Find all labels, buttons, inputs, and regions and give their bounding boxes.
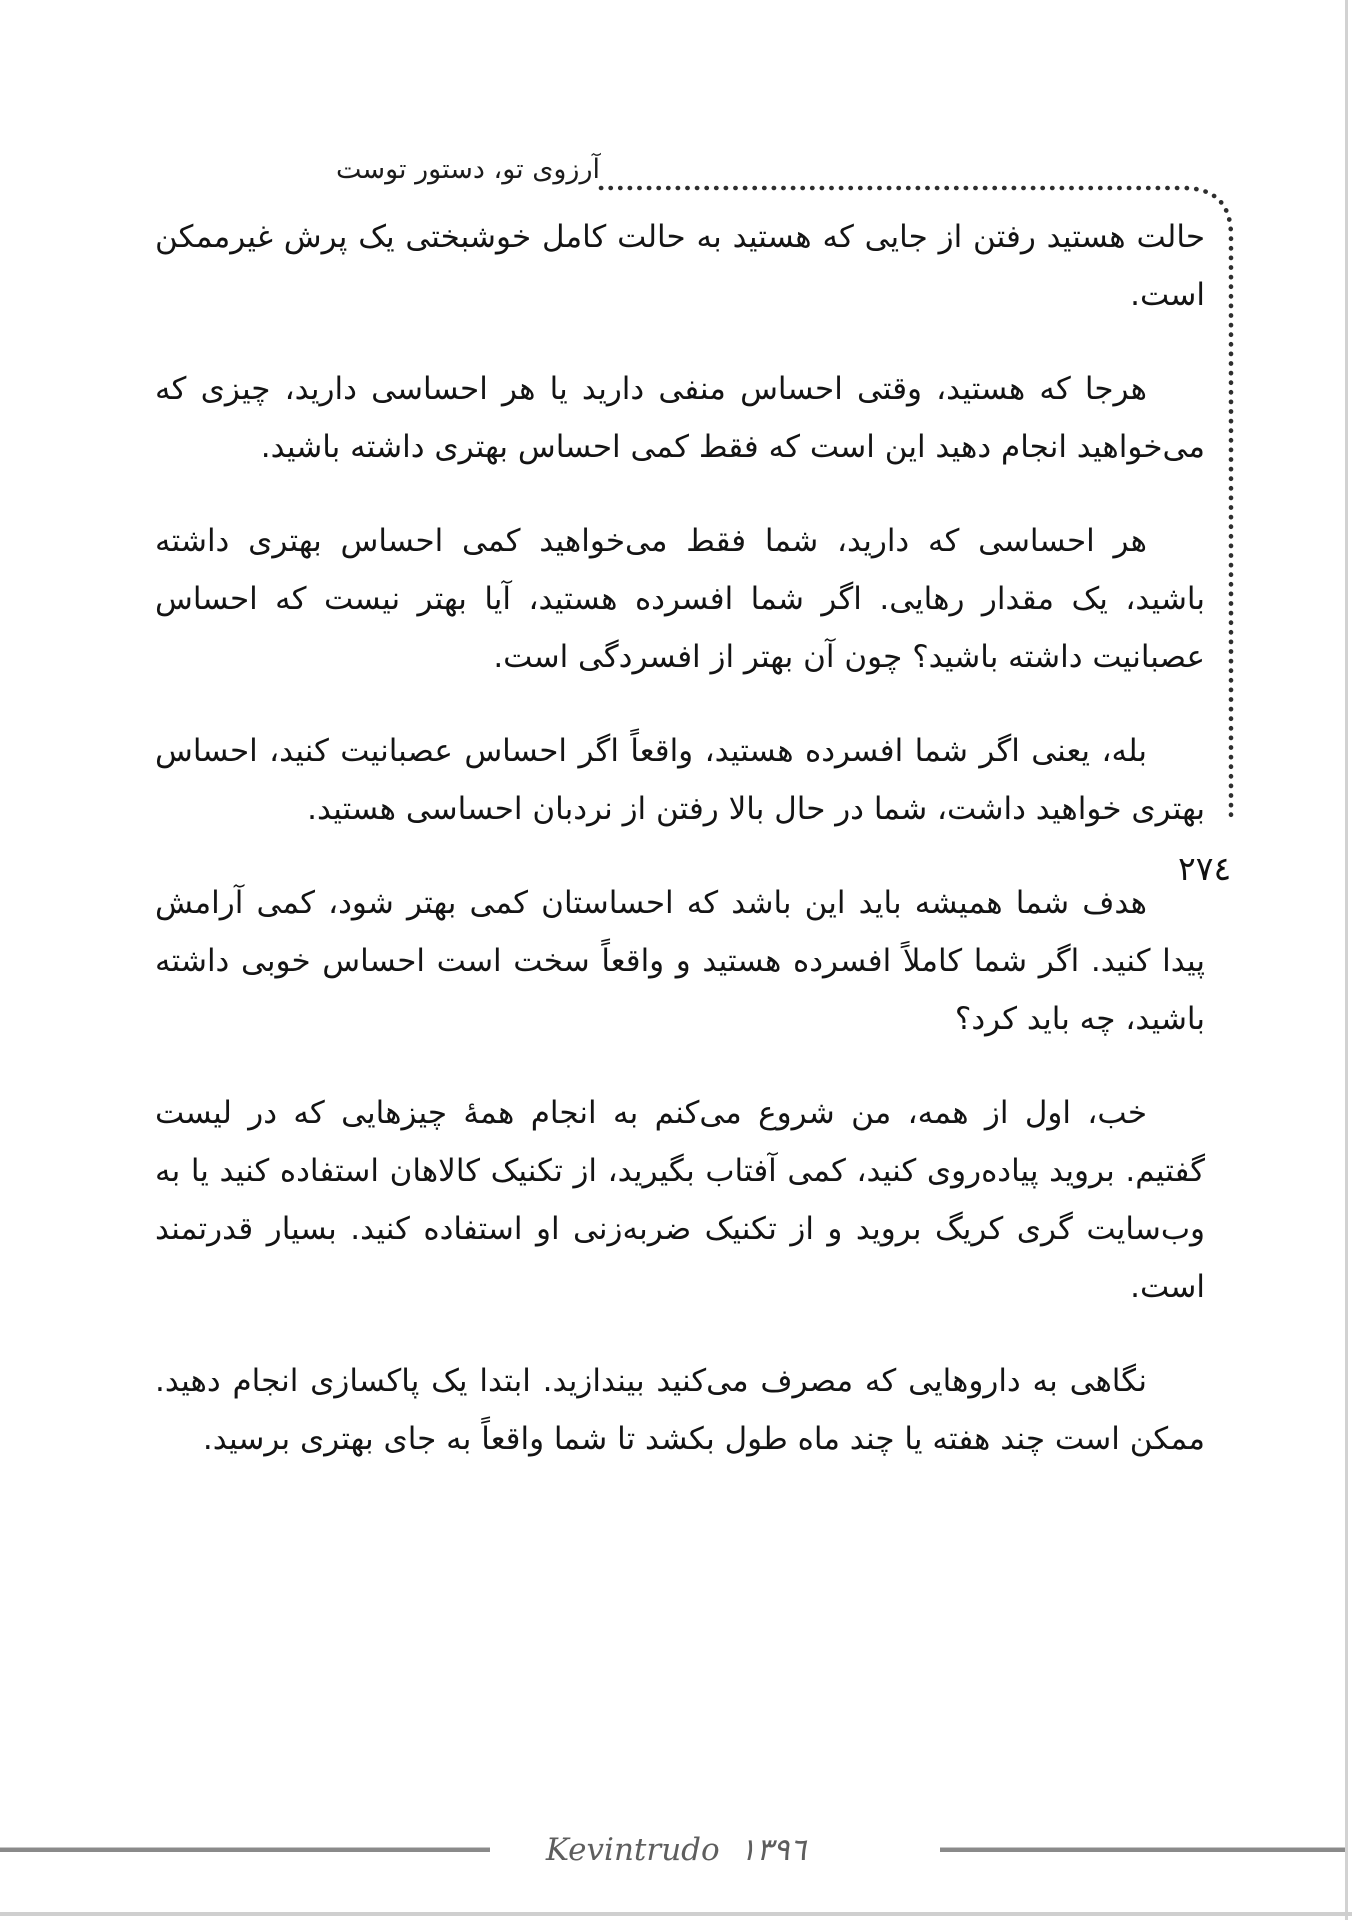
footer-year: ١٣٩٦: [739, 1832, 807, 1868]
page-number: ٢٧٤: [1178, 849, 1232, 888]
body-text: [155, 208, 1205, 1504]
footer-rule-right: [940, 1848, 1345, 1852]
running-header-title: آرزوی تو، دستور توست: [335, 154, 600, 185]
paragraph: حالت هستید رفتن از جایی که هستید به حالت کامل خوشبختی یک پرش غیرممکن است.: [155, 219, 1205, 313]
scan-edge-bottom: [0, 1912, 1352, 1916]
scan-edge-right: [1345, 0, 1348, 1920]
footer-credit: [546, 1820, 806, 1880]
paragraph: خب، اول از همه، من شروع می‌کنم به انجام همهٔ چیزهایی که در لیست گفتیم. بروید پیاده‌روی کنید، کمی آفتاب بگیرید، از تکنیک کالاهان استفاده کنید یا به وب‌سایت گری کریگ بروید و از تکنیک ضربه‌زنی او استفاده کنید. بسیار قدرتمند است.: [155, 1095, 1205, 1305]
paragraph: هدف شما همیشه باید این باشد که احساستان کمی بهتر شود، کمی آرامش پیدا کنید. اگر شما کاملاً افسرده هستید و واقعاً سخت است احساس خوبی داشته باشید، چه باید کرد؟: [155, 885, 1205, 1037]
paragraph: هر احساسی که دارید، شما فقط می‌خواهید کمی احساس بهتری داشته باشید، یک مقدار رهایی. اگر شما افسرده هستید، آیا بهتر نیست که احساس عصبانیت داشته باشید؟ چون آن بهتر از افسردگی است.: [155, 523, 1205, 675]
footer-rule-left: [0, 1848, 490, 1852]
paragraph: نگاهی به داروهایی که مصرف می‌کنید بیندازید. ابتدا یک پاکسازی انجام دهید. ممکن است چند هفته یا چند ماه طول بکشد تا شما واقعاً به جای بهتری برسید.: [155, 1363, 1205, 1457]
footer-brand: Kevintrudo: [545, 1832, 720, 1868]
paragraph: هرجا که هستید، وقتی احساس منفی دارید یا هر احساسی دارید، چیزی که می‌خواهید انجام دهید این است که فقط کمی احساس بهتری داشته باشید.: [155, 371, 1205, 465]
footer: [0, 1820, 1352, 1890]
paragraph: بله، یعنی اگر شما افسرده هستید، واقعاً اگر احساس عصبانیت کنید، احساس بهتری خواهید داشت، شما در حال بالا رفتن از نردبان احساسی هستید.: [155, 733, 1205, 827]
